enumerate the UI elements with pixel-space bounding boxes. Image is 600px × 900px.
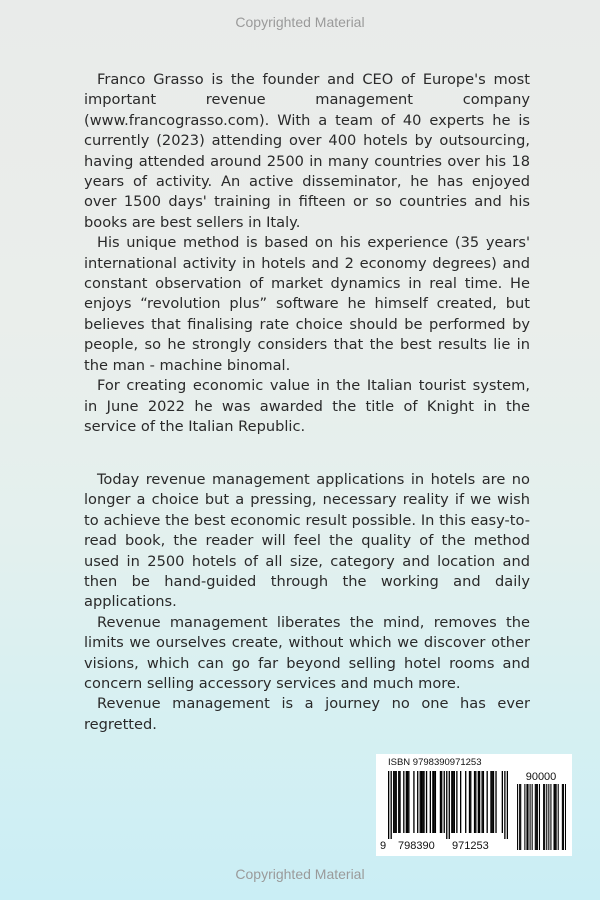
barcode-bar bbox=[391, 771, 392, 839]
barcode-bar bbox=[446, 771, 447, 839]
barcode-bar bbox=[565, 784, 566, 850]
barcode-bar bbox=[426, 771, 427, 833]
barcode-bar bbox=[548, 784, 549, 850]
barcode-bar bbox=[413, 771, 414, 833]
barcode-bar bbox=[469, 771, 470, 833]
barcode-bar bbox=[403, 771, 404, 833]
barcode-bar bbox=[544, 784, 545, 850]
barcode-bar bbox=[526, 784, 527, 850]
copyright-watermark-top: Copyrighted Material bbox=[235, 14, 365, 30]
barcode-bar bbox=[550, 784, 551, 850]
barcode-bar bbox=[408, 771, 409, 833]
barcode-bar bbox=[519, 784, 520, 850]
barcode-bar bbox=[394, 771, 395, 833]
barcode-bar bbox=[399, 771, 400, 833]
barcode-bar bbox=[432, 771, 433, 833]
barcode-bar bbox=[556, 784, 557, 850]
barcode-bar bbox=[493, 771, 494, 833]
barcode-digit-group-right: 971253 bbox=[452, 840, 489, 852]
barcode-bar bbox=[396, 771, 397, 833]
barcode-bar bbox=[524, 784, 525, 850]
barcode-bar bbox=[536, 784, 537, 850]
barcode-bar bbox=[481, 771, 482, 833]
barcode-bar bbox=[430, 771, 431, 833]
barcode-bar bbox=[407, 771, 408, 833]
barcode-bar bbox=[422, 771, 423, 833]
barcode-bar bbox=[504, 771, 505, 839]
barcode-bar bbox=[517, 784, 518, 850]
barcode-bar bbox=[421, 771, 422, 833]
barcode-digit-first: 9 bbox=[380, 840, 387, 852]
barcode-bar bbox=[539, 784, 540, 850]
bio-paragraph: His unique method is based on his experience (35 years' international activity in hotels and 2 economy degrees) and constant observation of market dynamics in real time. He enjoys “revolution plus” software he himself created, but believes that finalising rate choice should be performed by people, so he strongly considers that the best results lie in the man - machine binomal. bbox=[84, 234, 530, 374]
bio-paragraph: Franco Grasso is the founder and CEO of Europe's most important revenue management company (www.francograsso.com). With a team of 40 experts he is currently (2023) attending over 400 hotels by outsourcing, having attended around 2500 in many countries over his 18 years of activity. An active disseminator, he has enjoyed over 1500 days' training in fifteen or so countries and his books are best sellers in Italy. bbox=[84, 71, 530, 231]
barcode-bar bbox=[563, 784, 564, 850]
barcode-bar bbox=[507, 771, 508, 839]
blurb-paragraph: Revenue management is a journey no one has ever regretted. bbox=[84, 695, 530, 733]
barcode-bar bbox=[502, 771, 503, 833]
price-code: 90000 bbox=[525, 771, 557, 783]
price-barcode-bars bbox=[516, 784, 566, 850]
barcode-bar bbox=[543, 784, 544, 850]
blurb-paragraph: Revenue management liberates the mind, removes the limits we ourselves create, without which we discover other visions, which can go far beyond selling hotel rooms and concern selling accessory services and much more. bbox=[84, 613, 530, 693]
barcode-bar bbox=[423, 771, 424, 833]
barcode-bar bbox=[527, 784, 528, 850]
barcode-bar bbox=[554, 784, 555, 850]
barcode-bar bbox=[546, 784, 547, 850]
barcode-digit-group-left: 798390 bbox=[398, 840, 435, 852]
barcode-bar bbox=[417, 771, 418, 833]
barcode-bar bbox=[440, 771, 441, 833]
barcode-bar bbox=[451, 771, 452, 833]
isbn-barcode bbox=[376, 754, 572, 856]
barcode-bar bbox=[452, 771, 453, 833]
barcode-bar bbox=[487, 771, 488, 833]
barcode-bar bbox=[495, 771, 496, 833]
isbn-label: ISBN 9798390971253 bbox=[388, 757, 482, 768]
barcode-bar bbox=[558, 784, 559, 850]
barcode-bar bbox=[555, 784, 556, 850]
barcode-bar bbox=[532, 784, 533, 850]
barcode-bar bbox=[479, 771, 480, 833]
barcode-bar bbox=[470, 771, 471, 833]
barcode-bar bbox=[444, 771, 445, 833]
blurb-paragraph: Today revenue management applications in hotels are no longer a choice but a pressing, necessary reality if we wish to achieve the best economic result possible. In this easy-to-read book, the reader will feel the quality of the method used in 2500 hotels of all size, category and location and then be hand-guided through the working and daily applications. bbox=[84, 471, 530, 611]
barcode-bar bbox=[492, 771, 493, 833]
barcode-bar bbox=[478, 771, 479, 833]
ean-barcode-bars bbox=[388, 771, 508, 839]
barcode-bar bbox=[535, 784, 536, 850]
barcode-bar bbox=[530, 784, 531, 850]
barcode-bar bbox=[388, 771, 389, 839]
barcode-bar bbox=[435, 771, 436, 833]
barcode-bar bbox=[490, 771, 491, 833]
barcode-bar bbox=[456, 771, 457, 833]
barcode-bar bbox=[465, 771, 466, 833]
book-blurb bbox=[84, 470, 530, 735]
barcode-bar bbox=[406, 771, 407, 833]
barcode-bar bbox=[454, 771, 455, 833]
barcode-bar bbox=[393, 771, 394, 833]
bio-paragraph: For creating economic value in the Italian tourist system, in June 2022 he was awarded the title of Knight in the service of the Italian Republic. bbox=[84, 377, 530, 435]
barcode-bar bbox=[483, 771, 484, 833]
barcode-bar bbox=[474, 771, 475, 833]
barcode-bar bbox=[460, 771, 461, 833]
copyright-watermark-bottom: Copyrighted Material bbox=[235, 866, 365, 882]
barcode-bar bbox=[537, 784, 538, 850]
barcode-bar bbox=[398, 771, 399, 833]
barcode-bar bbox=[441, 771, 442, 833]
barcode-bar bbox=[562, 784, 563, 850]
barcode-bar bbox=[420, 771, 421, 833]
barcode-bar bbox=[449, 771, 450, 839]
barcode-bar bbox=[475, 771, 476, 833]
author-bio bbox=[84, 70, 530, 437]
barcode-bar bbox=[520, 784, 521, 850]
barcode-bar bbox=[433, 771, 434, 833]
